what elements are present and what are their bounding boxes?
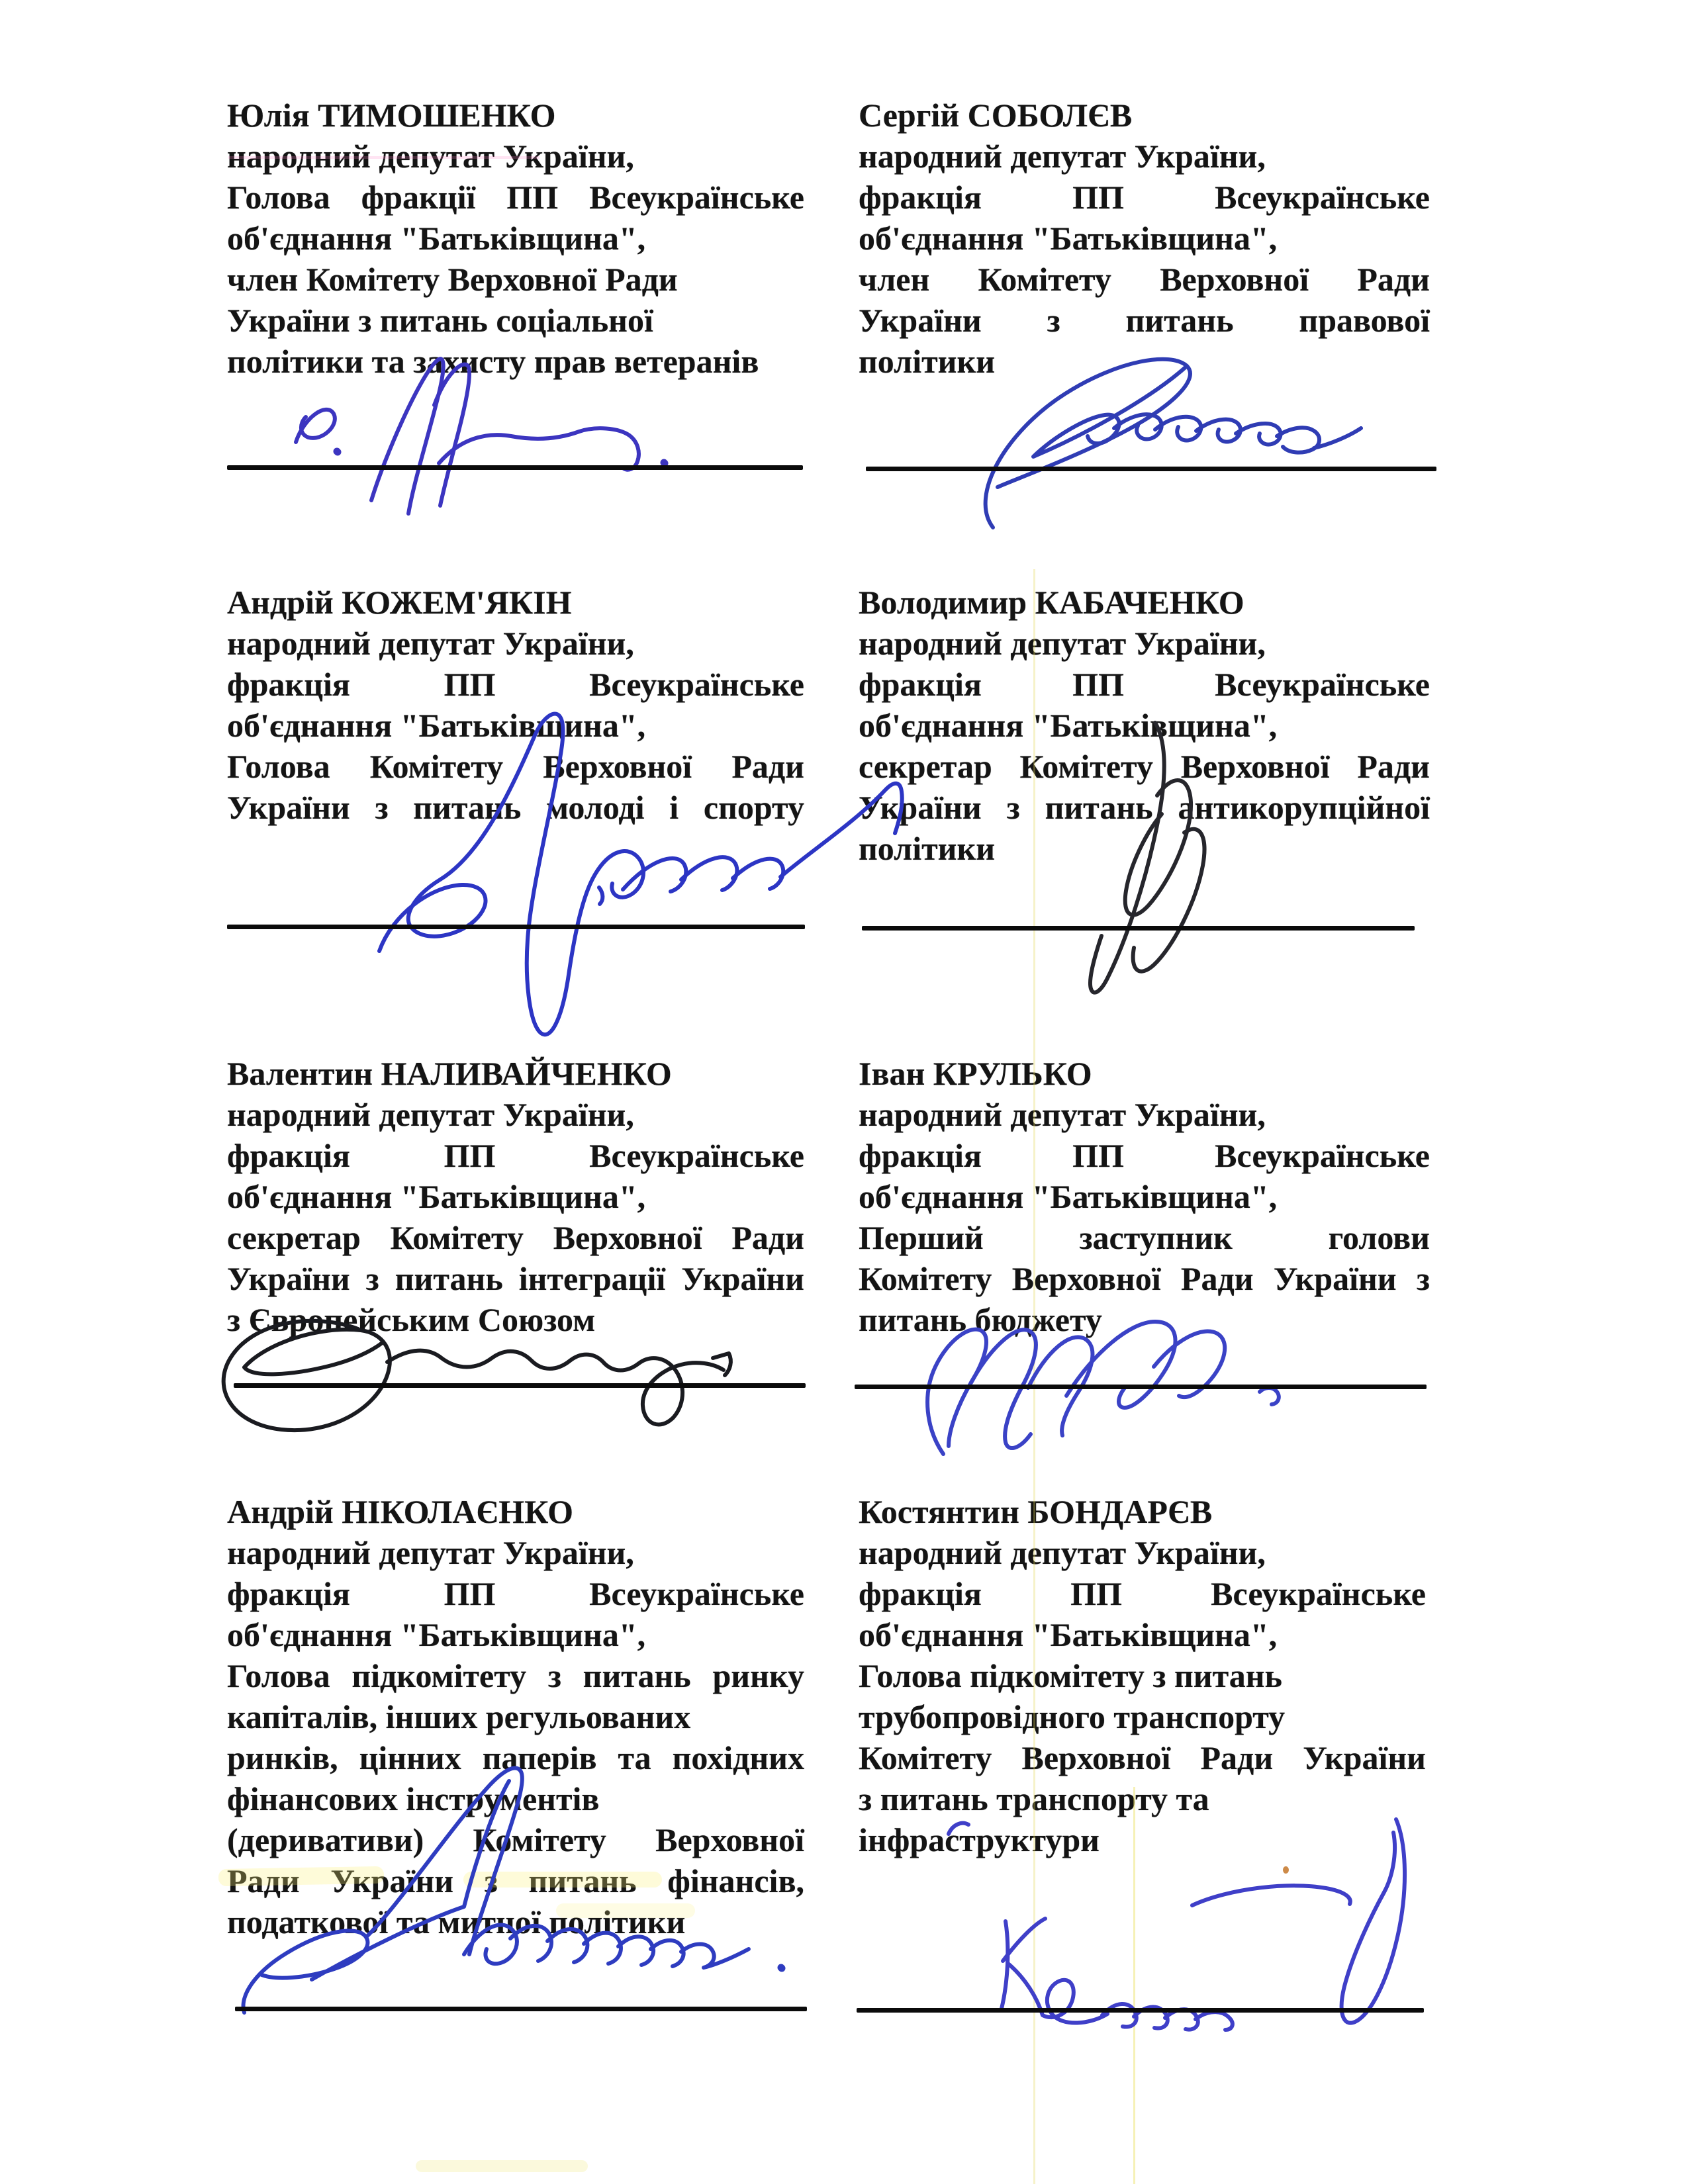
title-line (227, 1819, 804, 1860)
signature-line-nikolaienko (235, 2007, 807, 2011)
signature-stroke (1196, 420, 1241, 442)
signature-stroke (1277, 428, 1319, 452)
word: Комітету (978, 261, 1111, 298)
word: паперів (482, 1739, 597, 1776)
signer-name-line: Костянтин БОНДАРЄВ (859, 1493, 1213, 1530)
word: та (618, 1739, 651, 1776)
word: Комітету (859, 1739, 992, 1776)
title-line (227, 746, 804, 787)
title-line (227, 1217, 804, 1258)
word: Комітету (390, 1219, 524, 1256)
signatory-block-nalyvaichenko (227, 1053, 804, 1340)
title-line: об'єднання "Батьківщина", (859, 1178, 1278, 1215)
word: питань (395, 1260, 503, 1297)
title-line: об'єднання "Батьківщина", (859, 1616, 1278, 1653)
signature-stroke (439, 428, 639, 470)
title-line: народний депутат України, (859, 1534, 1266, 1571)
signer-name-line: Володимир КАБАЧЕНКО (859, 584, 1244, 621)
word: України (859, 302, 982, 339)
word: фракція (859, 1575, 982, 1612)
signature-line-bondariev (857, 2008, 1424, 2013)
word: Всеукраїнське (589, 1137, 804, 1174)
word: молоді (546, 789, 645, 826)
title-line: народний депутат України, (227, 1096, 634, 1133)
word: фракції (361, 179, 476, 216)
title-line: політики та захисту прав ветеранів (227, 343, 759, 380)
signature-stroke (927, 1330, 986, 1454)
title-line: народний депутат України, (227, 1534, 634, 1571)
signature-tymoshenko (296, 359, 665, 514)
signature-soboliev (986, 359, 1361, 527)
signature-stroke (337, 451, 338, 452)
word: Всеукраїнське (589, 666, 804, 703)
word: з (375, 789, 389, 826)
word: ПП (444, 1137, 496, 1174)
signature-line-kabachenko (862, 926, 1415, 931)
signature-stroke (1260, 1388, 1279, 1404)
word: з (1006, 789, 1020, 826)
title-line (227, 1135, 804, 1176)
word: з (484, 1862, 498, 1899)
word: підкомітету (352, 1657, 527, 1694)
word: фракція (227, 1575, 350, 1612)
word: України (227, 789, 350, 826)
word: Комітету (859, 1260, 992, 1297)
title-line: народний депутат України, (859, 1096, 1266, 1133)
title-line (227, 664, 804, 705)
title-line: об'єднання "Батьківщина", (227, 1178, 646, 1215)
title-line: з питань транспорту та (859, 1780, 1209, 1817)
signature-stroke (599, 887, 602, 904)
word: Верховної (1180, 748, 1330, 785)
title-line (227, 1860, 804, 1901)
word: Верховної (655, 1821, 804, 1858)
signatory-block-nikolaienko (227, 1491, 804, 1942)
signature-stroke (371, 359, 444, 514)
signer-name-line: Андрій НІКОЛАЄНКО (227, 1493, 574, 1530)
word: з (1047, 302, 1060, 339)
word: ПП (1072, 179, 1124, 216)
signature-stroke (651, 1940, 684, 1966)
title-line (859, 664, 1430, 705)
word: заступник (1079, 1219, 1233, 1256)
word: ПП (1070, 1575, 1122, 1612)
title-line: інфраструктури (859, 1821, 1100, 1858)
title-line (859, 300, 1430, 341)
word: фінансів, (667, 1862, 804, 1899)
word: Комітету (1019, 748, 1153, 785)
signature-stroke (1002, 1921, 1008, 2009)
word: Верховної (543, 748, 692, 785)
word: секретар (227, 1219, 361, 1256)
title-line: податкової та митної політики (227, 1903, 686, 1940)
word: ПП (506, 179, 559, 216)
title-line (859, 1135, 1430, 1176)
word: України (1273, 1260, 1397, 1297)
signature-stroke (681, 1944, 749, 1968)
signature-line-kozhemiakin (227, 925, 805, 929)
word: питань (528, 1862, 637, 1899)
word: Всеукраїнське (589, 179, 804, 216)
word: Ради (731, 1219, 804, 1256)
title-line (859, 1258, 1430, 1299)
signer-name-line: Сергій СОБОЛЄВ (859, 97, 1133, 134)
title-line: об'єднання "Батьківщина", (227, 220, 646, 257)
title-line (227, 1573, 804, 1614)
title-line: об'єднання "Батьківщина", (859, 220, 1278, 257)
signature-stroke (1003, 1919, 1045, 1961)
word: Голова (227, 748, 330, 785)
signature-stroke (244, 1931, 368, 2013)
word: питань (583, 1657, 691, 1694)
title-line: народний депутат України, (227, 625, 634, 662)
signature-line-tymoshenko (227, 465, 803, 470)
signature-stroke (1196, 2012, 1233, 2030)
title-line: народний депутат України, (227, 138, 634, 175)
word: Перший (859, 1219, 984, 1256)
title-line: Голова підкомітету з питань (859, 1657, 1282, 1694)
title-line (859, 1573, 1426, 1614)
word: фракція (227, 666, 350, 703)
word: секретар (859, 748, 992, 785)
word: з (547, 1657, 561, 1694)
signature-stroke (1236, 424, 1281, 445)
word: України (859, 789, 982, 826)
signature-line-krulko (855, 1385, 1427, 1389)
word: питань (1125, 302, 1234, 339)
signature-stroke (713, 1353, 731, 1375)
signer-name-line: Юлія ТИМОШЕНКО (227, 97, 556, 134)
title-line (227, 1258, 804, 1299)
scan-artifact-ink-speck (1283, 1866, 1289, 1874)
word: питань (1045, 789, 1153, 826)
signatory-block-tymoshenko (227, 95, 804, 382)
word: ринків, (227, 1739, 338, 1776)
word: України (1303, 1739, 1426, 1776)
word: Комітету (369, 748, 504, 785)
word: голови (1328, 1219, 1430, 1256)
word: (деривативи) (227, 1821, 424, 1858)
signatory-block-kozhemiakin (227, 582, 804, 828)
title-line (859, 177, 1430, 218)
word: ПП (444, 1575, 496, 1612)
signatory-block-kabachenko (859, 582, 1430, 869)
signatory-block-soboliev (859, 95, 1430, 382)
word: питань (413, 789, 522, 826)
word: України (681, 1260, 804, 1297)
word: Комітету (473, 1821, 606, 1858)
signature-stroke (434, 365, 469, 506)
signature-line-nalyvaichenko (234, 1383, 806, 1388)
word: Верховної (1160, 261, 1309, 298)
title-line: член Комітету Верховної Ради (227, 261, 678, 298)
title-line: об'єднання "Батьківщина", (227, 707, 646, 744)
signature-stroke (296, 410, 335, 442)
title-line (859, 1737, 1426, 1778)
word: Ради (731, 748, 804, 785)
word: ПП (1072, 1137, 1124, 1174)
word: і (669, 789, 679, 826)
word: Ради (1200, 1739, 1274, 1776)
word: Всеукраїнське (1211, 1575, 1426, 1612)
word: Ради (1180, 1260, 1254, 1297)
title-line: питань бюджету (859, 1301, 1102, 1338)
word: цінних (359, 1739, 461, 1776)
word: України (227, 1260, 350, 1297)
word: ПП (444, 666, 496, 703)
title-line (859, 1217, 1430, 1258)
word: спорту (703, 789, 804, 826)
word: правової (1299, 302, 1430, 339)
signature-stroke (1192, 1886, 1350, 1905)
word: Всеукраїнське (589, 1575, 804, 1612)
word: Верховної (553, 1219, 702, 1256)
signature-stroke (733, 859, 783, 889)
title-line (859, 787, 1430, 828)
title-line (227, 1655, 804, 1696)
word: Голова (227, 179, 330, 216)
title-line: капіталів, інших регульованих (227, 1698, 691, 1735)
title-line (227, 177, 804, 218)
signer-name-line: Валентин НАЛИВАЙЧЕНКО (227, 1055, 672, 1092)
word: Верховної (1011, 1260, 1161, 1297)
word: Всеукраїнське (1215, 666, 1430, 703)
title-line: об'єднання "Батьківщина", (859, 707, 1278, 744)
title-line: народний депутат України, (859, 138, 1266, 175)
signatory-block-bondariev (859, 1491, 1426, 1860)
word: інтеграції (518, 1260, 666, 1297)
word: ринку (712, 1657, 804, 1694)
word: фракція (859, 1137, 982, 1174)
word: Ради (227, 1862, 300, 1899)
signature-stroke (986, 359, 1190, 527)
word: України (330, 1862, 454, 1899)
signer-name-line: Андрій КОЖЕМ'ЯКІН (227, 584, 572, 621)
word: фракція (859, 179, 982, 216)
title-line (859, 259, 1430, 300)
word: член (859, 261, 930, 298)
signature-stroke (681, 857, 737, 890)
title-line (859, 746, 1430, 787)
word: Ради (1357, 261, 1430, 298)
word: Голова (227, 1657, 330, 1694)
word: антикорупційної (1178, 789, 1430, 826)
signature-stroke (623, 858, 686, 891)
title-line: з Європейським Союзом (227, 1301, 596, 1338)
word: ПП (1072, 666, 1124, 703)
signature-stroke (1314, 428, 1361, 448)
word: фракція (859, 666, 982, 703)
word: Ради (1357, 748, 1430, 785)
title-line: трубопровідного транспорту (859, 1698, 1286, 1735)
word: фракція (227, 1137, 350, 1174)
title-line: політики (859, 343, 996, 380)
title-line: народний депутат України, (859, 625, 1266, 662)
signature-stroke (1008, 1964, 1107, 2023)
word: Верховної (1021, 1739, 1171, 1776)
signer-name-line: Іван КРУЛЬКО (859, 1055, 1092, 1092)
word: з (365, 1260, 379, 1297)
title-line (227, 1737, 804, 1778)
word: з (1416, 1260, 1430, 1297)
signature-stroke (1114, 414, 1162, 439)
signature-line-soboliev (866, 467, 1436, 471)
title-line: України з питань соціальної (227, 302, 653, 339)
title-line: об'єднання "Батьківщина", (227, 1616, 646, 1653)
title-line: фінансових інструментів (227, 1780, 600, 1817)
signature-stroke (1155, 417, 1201, 441)
title-line: політики (859, 830, 996, 867)
title-line (227, 787, 804, 828)
word: Всеукраїнське (1215, 1137, 1430, 1174)
word: Всеукраїнське (1215, 179, 1430, 216)
word: похідних (672, 1739, 804, 1776)
signatory-block-krulko (859, 1053, 1430, 1340)
scan-artifact-highlight-smudge (416, 2160, 588, 2172)
